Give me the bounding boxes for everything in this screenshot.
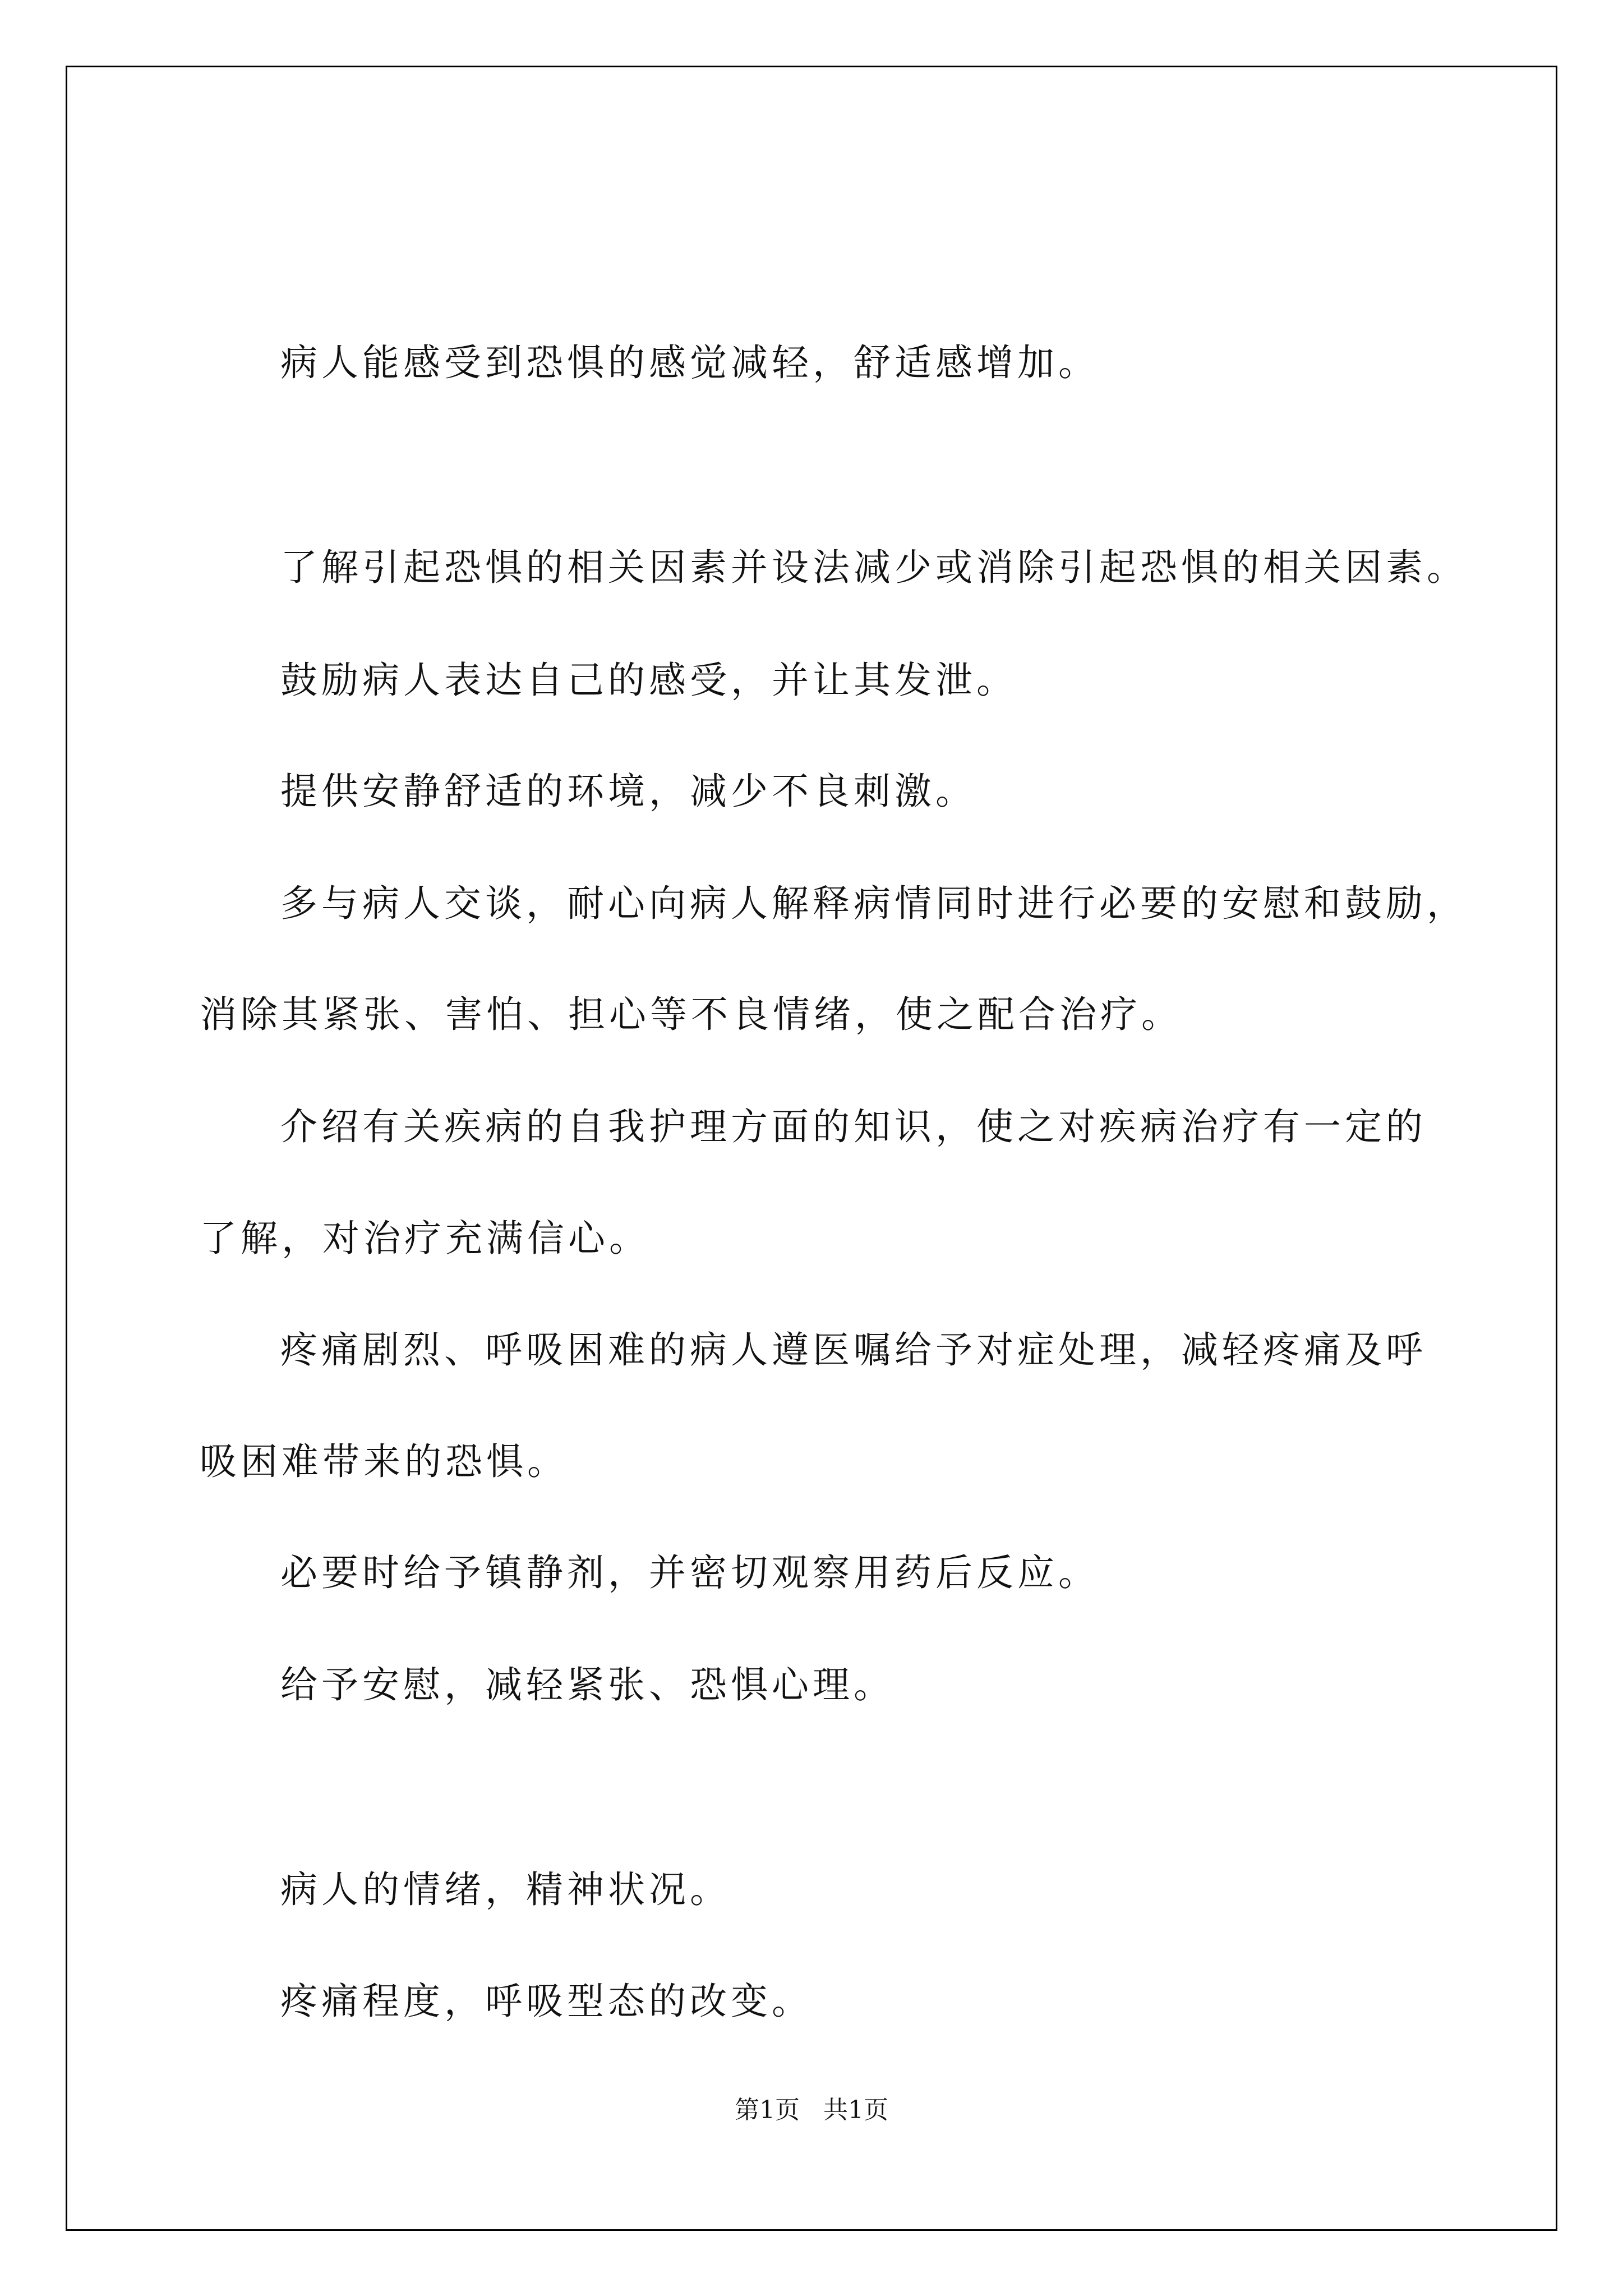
paragraph-6-line-2: 了解，对治疗充满信心。 (200, 1217, 650, 1260)
paragraph-3: 鼓励病人表达自己的感受，并让其发泄。 (280, 659, 1017, 702)
page-footer: 第1页 共1页 (735, 2096, 888, 2124)
paragraph-7-line-1: 疼痛剧烈、呼吸困难的病人遵医嘱给予对症处理，减轻疼痛及呼 (280, 1328, 1427, 1372)
paragraph-8: 必要时给予镇静剂，并密切观察用药后反应。 (280, 1551, 1099, 1594)
paragraph-6-line-1: 介绍有关疾病的自我护理方面的知识，使之对疾病治疗有一定的 (280, 1105, 1427, 1148)
paragraph-10: 病人的情绪，精神状况。 (280, 1868, 731, 1911)
paragraph-11: 疼痛程度，呼吸型态的改变。 (280, 1980, 813, 2023)
paragraph-7-line-2: 吸困难带来的恐惧。 (200, 1440, 568, 1483)
paragraph-2: 了解引起恐惧的相关因素并设法减少或消除引起恐惧的相关因素。 (280, 546, 1468, 589)
paragraph-4: 提供安静舒适的环境，减少不良刺激。 (280, 770, 976, 813)
paragraph-1: 病人能感受到恐惧的感觉减轻，舒适感增加。 (280, 341, 1099, 384)
paragraph-5-line-2: 消除其紧张、害怕、担心等不良情绪，使之配合治疗。 (200, 993, 1182, 1036)
paragraph-9: 给予安慰，减轻紧张、恐惧心理。 (280, 1663, 895, 1706)
paragraph-5-line-1: 多与病人交谈，耐心向病人解释病情同时进行必要的安慰和鼓励， (280, 882, 1468, 925)
